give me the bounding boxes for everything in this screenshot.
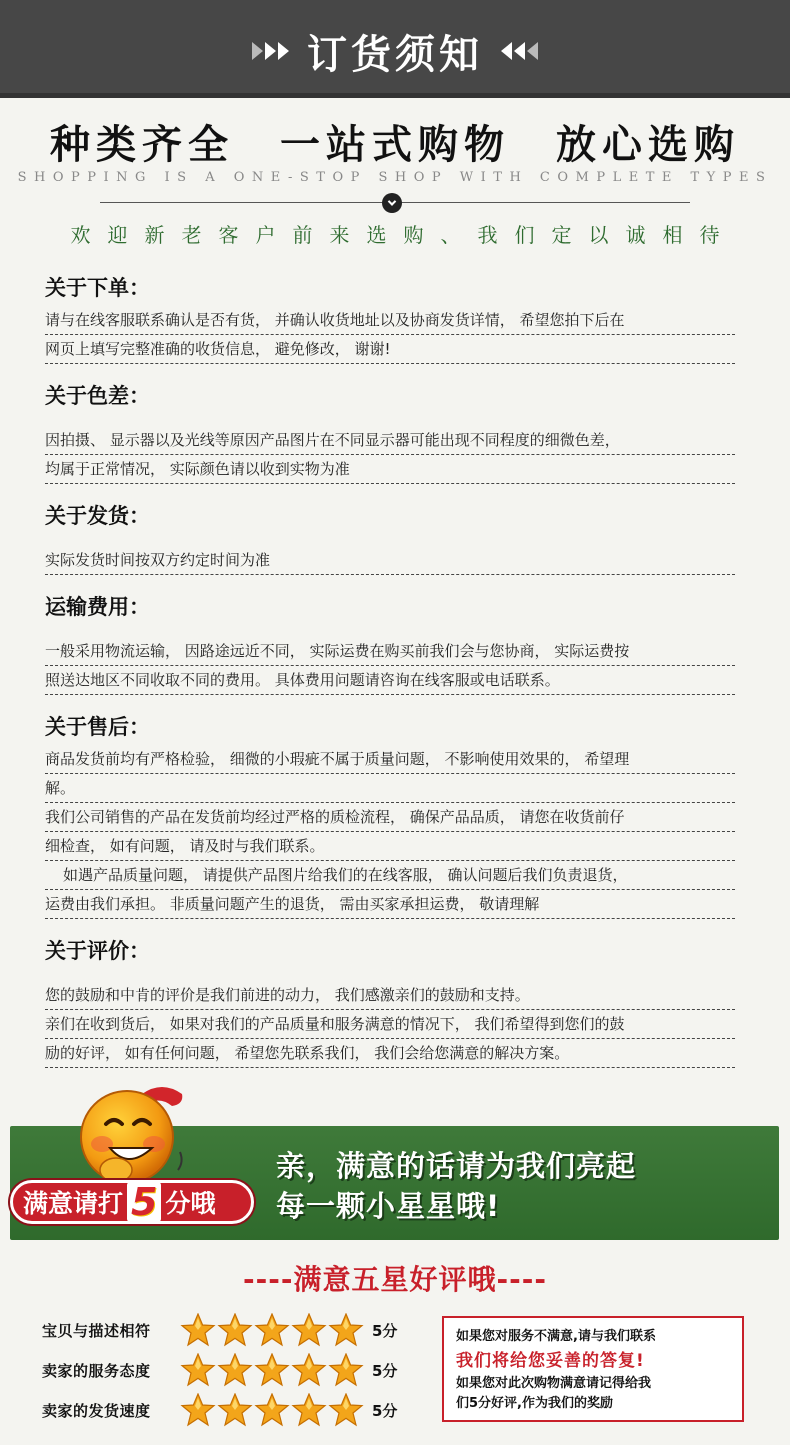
section-freight: [45, 589, 735, 695]
rating-score: 5分: [372, 1361, 398, 1380]
section-title: 关于色差：: [45, 384, 150, 408]
star-icon: [217, 1313, 253, 1347]
section-review: [45, 933, 735, 1068]
section-line: 如遇产品质量问题， 请提供产品图片给我们的在线客服， 确认问题后我们负责退货，: [45, 861, 735, 890]
star-group: [180, 1313, 364, 1347]
rating-label: 宝贝与描述相符: [42, 1321, 151, 1340]
welcome-text: 欢迎新老客户前来选购、我们定以诚相待: [70, 223, 737, 247]
rate-five-pill: [10, 1180, 254, 1224]
pill-number: 5: [127, 1182, 161, 1222]
section-title: 关于评价：: [45, 939, 150, 963]
rating-row-delivery: [42, 1392, 397, 1428]
banner-line-2: 每一颗小星星哦!: [276, 1189, 501, 1223]
section-after-sales: [45, 709, 735, 919]
slogan-cn: 种类齐全 一站式购物 放心选购: [50, 122, 740, 168]
rating-score: 5分: [372, 1401, 398, 1420]
chevron-down-icon: [382, 193, 402, 213]
notice-sections: [45, 270, 735, 1068]
section-line: 一般采用物流运输， 因路途远近不同， 实际运费在购买前我们会与您协商， 实际运费按: [45, 637, 735, 666]
star-group: [180, 1353, 364, 1387]
star-icon: [328, 1313, 364, 1347]
section-title: 运输费用：: [45, 595, 150, 619]
star-icon: [291, 1353, 327, 1387]
rating-label: 卖家的服务态度: [42, 1361, 151, 1380]
section-title: 关于售后：: [45, 715, 150, 739]
section-line: 请与在线客服联系确认是否有货， 并确认收货地址以及协商发货详情， 希望您拍下后在: [45, 306, 735, 335]
chevron-left-icon: [501, 42, 538, 60]
notice-line-3: 如果您对此次购物满意请记得给我: [456, 1376, 652, 1391]
star-icon: [217, 1353, 253, 1387]
star-icon: [254, 1393, 290, 1427]
section-line: 细检查， 如有问题， 请及时与我们联系。: [45, 832, 735, 861]
star-icon: [180, 1353, 216, 1387]
star-icon: [291, 1313, 327, 1347]
section-line: 商品发货前均有严格检验， 细微的小瑕疵不属于质量问题， 不影响使用效果的， 希望理: [45, 745, 735, 774]
notice-line-2: 我们将给您妥善的答复!: [456, 1351, 645, 1371]
slogan-en: SHOPPING IS A ONE-STOP SHOP WITH COMPLETE TYPES: [17, 170, 773, 185]
section-line: 亲们在收到货后， 如果对我们的产品质量和服务满意的情况下， 我们希望得到您们的鼓: [45, 1010, 735, 1039]
section-shipping: [45, 498, 735, 575]
section-line: 运费由我们承担。 非质量问题产生的退货， 需由买家承担运费， 敬请理解: [45, 890, 735, 919]
pill-text-before: 满意请打: [23, 1189, 124, 1218]
chevron-right-icon: [252, 42, 289, 60]
section-color-diff: [45, 378, 735, 484]
section-line: 解。: [45, 774, 735, 803]
section-line: 实际发货时间按双方约定时间为准: [45, 546, 735, 575]
star-icon: [328, 1353, 364, 1387]
section-line: 因拍摄、 显示器以及光线等原因产品图片在不同显示器可能出现不同程度的细微色差，: [45, 426, 735, 455]
star-icon: [254, 1353, 290, 1387]
rating-label: 卖家的发货速度: [42, 1401, 151, 1420]
section-line: 励的好评， 如有任何问题， 希望您先联系我们， 我们会给您满意的解决方案。: [45, 1039, 735, 1068]
section-title: 关于下单：: [45, 276, 150, 300]
star-group: [180, 1393, 364, 1427]
header-title-wrap: [0, 26, 790, 76]
section-line: 照送达地区不同收取不同的费用。 具体费用问题请咨询在线客服或电话联系。: [45, 666, 735, 695]
star-icon: [254, 1313, 290, 1347]
page-title: 订货须知: [307, 31, 483, 78]
notice-line-4: 们5分好评,作为我们的奖励: [456, 1396, 613, 1411]
star-icon: [217, 1393, 253, 1427]
banner-line-1: 亲，满意的话请为我们亮起: [276, 1149, 637, 1183]
notice-line-1: 如果您对服务不满意,请与我们联系: [456, 1329, 656, 1344]
section-line: 您的鼓励和中肯的评价是我们前进的动力， 我们感激亲们的鼓励和支持。: [45, 981, 735, 1010]
star-icon: [180, 1393, 216, 1427]
smiley-mascot-icon: [72, 1082, 190, 1192]
section-line: 我们公司销售的产品在发货前均经过严格的质检流程， 确保产品品质， 请您在收货前仔: [45, 803, 735, 832]
section-order: [45, 270, 735, 364]
star-icon: [180, 1313, 216, 1347]
rating-score: 5分: [372, 1321, 398, 1340]
section-line: 均属于正常情况， 实际颜色请以收到实物为准: [45, 455, 735, 484]
section-title: 关于发货：: [45, 504, 150, 528]
pill-text-after: 分哦: [165, 1189, 216, 1218]
star-icon: [328, 1393, 364, 1427]
feedback-notice-box: [442, 1316, 744, 1422]
star-icon: [291, 1393, 327, 1427]
rating-row-description: [42, 1312, 397, 1348]
five-star-title: ----满意五星好评哦----: [243, 1263, 547, 1296]
header-banner: [0, 0, 790, 98]
section-line: 网页上填写完整准确的收货信息， 避免修改， 谢谢!: [45, 335, 735, 364]
rating-row-service: [42, 1352, 397, 1388]
